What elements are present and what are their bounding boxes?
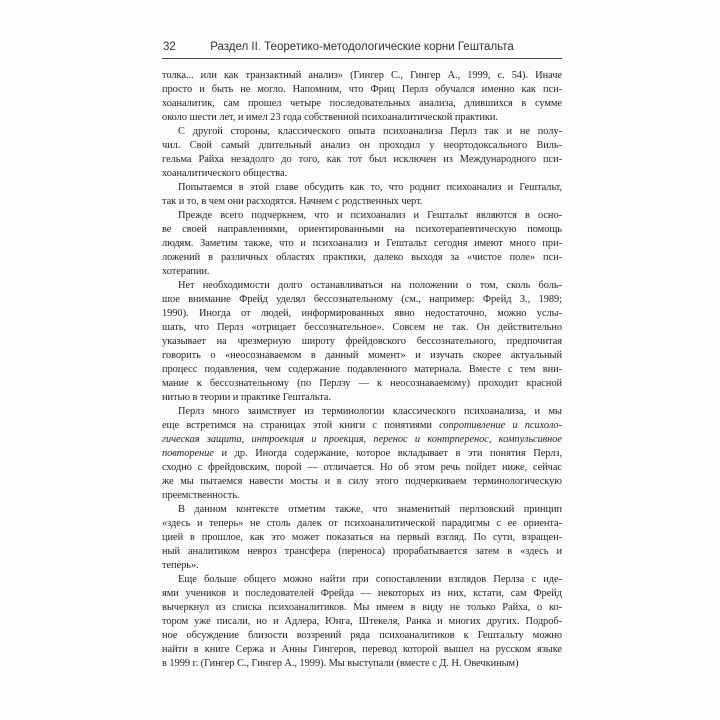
text-line [162, 97, 562, 111]
text-line [162, 573, 562, 587]
text-run: и др. Иногда содержание, которое вкладывает в эти понятия Перлз, [213, 448, 562, 459]
text-run: 1990). Иногда от людей, информированных явно недостаточно, можно услы- [162, 308, 562, 319]
text-line [162, 321, 562, 335]
text-line [162, 265, 562, 279]
text-line [162, 433, 562, 447]
text-line [162, 447, 562, 461]
text-line [162, 293, 562, 307]
text-line [162, 153, 562, 167]
text-line [162, 209, 562, 223]
text-line [162, 363, 562, 377]
text-run: Прежде всего подчеркнем, что и психоанализ и Гештальт являются в осно- [178, 210, 562, 221]
text-line [162, 307, 562, 321]
text-line [162, 657, 562, 671]
text-run: мание к бессознательному (по Перлзу — к неосознаваемому) проходит красной [162, 378, 562, 389]
text-line [162, 391, 562, 405]
text-run: чил. Свой самый длительный анализ он проходил у неортодоксального Виль- [162, 140, 562, 151]
text-run: ный аналитиком невроз трансфера (переноса) прорабатывается затем в «здесь и [162, 546, 562, 557]
paragraph [162, 405, 562, 503]
text-line [162, 125, 562, 139]
page-body-text [162, 69, 562, 671]
text-run: людям. Заметим также, что и психоанализ и Гештальт сегодня имеют много при- [162, 238, 562, 249]
text-run: шое внимание Фрейд уделял бессознательному (см., например: Фрейд З., 1989; [162, 294, 562, 305]
text-line [162, 559, 562, 573]
text-line [162, 629, 562, 643]
running-head-title: Раздел II. Теоретико-методологические корни Гештальта [210, 41, 514, 53]
text-run: «здесь и теперь» не столь далек от психоаналитической парадигмы с ее ориента- [162, 518, 562, 529]
text-run: так и то, в чем они расходятся. Начнем с родственных черт. [162, 196, 423, 207]
text-line [162, 461, 562, 475]
text-line [162, 643, 562, 657]
text-line [162, 587, 562, 601]
text-line [162, 545, 562, 559]
text-run: тором уже писали, но и Адлера, Юнга, Штекеля, Ранка и многих других. Подроб- [162, 616, 562, 627]
text-run: же мы пытаемся навести мосты и в силу этого подчеркиваем терминологическую [162, 476, 562, 487]
text-line [162, 419, 562, 433]
text-line [162, 405, 562, 419]
text-line [162, 167, 562, 181]
paragraph [162, 181, 562, 209]
text-line [162, 503, 562, 517]
italic-term: гическая защита, интроекция и проекция, перенос и контрперенос, компульсивное [162, 434, 562, 445]
text-run: хотерапии. [162, 266, 210, 277]
text-line [162, 111, 562, 125]
text-run: сходно с фрейдовским, порой — отличается. Но об этом речь пойдет ниже, сейчас [162, 462, 562, 473]
text-run: преемственность. [162, 490, 240, 501]
text-line [162, 83, 562, 97]
text-run: Еще больше общего можно найти при сопоставлении взглядов Перлза с иде- [178, 574, 562, 585]
text-run: в 1999 г. (Гингер С., Гингер А., 1999). Мы выступали (вместе с Д. Н. Овечкиным) [162, 658, 519, 669]
text-run: нитью в теории и практике Гештальта. [162, 392, 331, 403]
paragraph [162, 209, 562, 279]
text-line [162, 69, 562, 83]
text-run: хоаналитического общества. [162, 168, 288, 179]
text-line [162, 139, 562, 153]
text-run: еще встретимся на страницах этой книги с понятиями [162, 420, 440, 431]
text-run: процесс подавления, чем содержание подавленного материала. Вместе с тем вни- [162, 364, 562, 375]
text-run: ве своей направлениями, ориентированными на психотерапевтическую помощь [162, 224, 562, 235]
text-line [162, 615, 562, 629]
text-run: Нет необходимости долго останавливаться на положении о том, сколь боль- [178, 280, 562, 291]
text-run: шать, что Перлз «отрицает бессознательное». Совсем не так. Он действительно [162, 322, 562, 333]
text-run: просто и быть не могло. Напомним, что Фриц Перлз обучался именно как пси- [162, 84, 562, 95]
header-rule [162, 58, 562, 59]
text-line [162, 517, 562, 531]
text-line [162, 475, 562, 489]
text-line [162, 237, 562, 251]
text-run: гельма Райха незадолго до того, как тот был исключен из Международного пси- [162, 154, 562, 165]
text-line [162, 223, 562, 237]
page-number: 32 [163, 41, 176, 53]
text-line [162, 181, 562, 195]
running-header [162, 40, 562, 55]
text-run: указывает на чрезмерную широту фрейдовского бессознательного, предпочитая [162, 336, 562, 347]
text-run: ное обсуждение близости воззрений ряда психоаналитиков к Гештальту можно [162, 630, 562, 641]
text-run: толка... или как транзактный анализ» (Гингер С., Гингер А., 1999, с. 54). Иначе [162, 70, 562, 81]
italic-term: сопротивление и психоло- [439, 420, 562, 431]
text-run: говорить о «неосознаваемом в данный момент» и изучать скорее актуальный [162, 350, 562, 361]
paragraph [162, 125, 562, 181]
text-run: хоаналитик, сам прошел четыре последовательных анализа, длившихся в сумме [162, 98, 562, 109]
text-column [162, 40, 562, 671]
text-run: около шести лет, и имел 23 года собственной психоаналитической практики. [162, 112, 498, 123]
text-line [162, 489, 562, 503]
text-run: вычеркнул из списка психоаналитиков. Мы имеем в виду не только Райха, о ко- [162, 602, 562, 613]
text-run: Перлз много заимствует из терминологии классического психоанализа, и мы [178, 406, 562, 417]
text-line [162, 279, 562, 293]
text-run: найти в книге Сержа и Анны Гингеров, перевод которой вышел на русском языке [162, 644, 562, 655]
text-run: ями учеников и последователей Фрейда — некоторых из них, кстати, сам Фрейд [162, 588, 562, 599]
text-line [162, 335, 562, 349]
text-line [162, 349, 562, 363]
paragraph [162, 573, 562, 671]
text-run: С другой стороны, классического опыта психоанализа Перлз так и не полу- [178, 126, 562, 137]
text-line [162, 531, 562, 545]
italic-term: повторение [162, 448, 214, 459]
text-line [162, 377, 562, 391]
text-line [162, 601, 562, 615]
paragraph [162, 69, 562, 125]
text-run: теперь». [162, 560, 199, 571]
text-run: В данном контексте отметим также, что знаменитый перлзовский принцип [178, 504, 562, 515]
text-run: цией в прошлое, как это может показаться на первый взгляд. По сути, взращен- [162, 532, 562, 543]
text-line [162, 195, 562, 209]
paragraph [162, 279, 562, 405]
text-run: Попытаемся в этой главе обсудить как то, что роднит психоанализ и Гештальт, [178, 182, 562, 193]
text-line [162, 251, 562, 265]
paragraph [162, 503, 562, 573]
text-run: ложений в различных областях практики, далеко выходя за «чистое поле» пси- [162, 252, 562, 263]
